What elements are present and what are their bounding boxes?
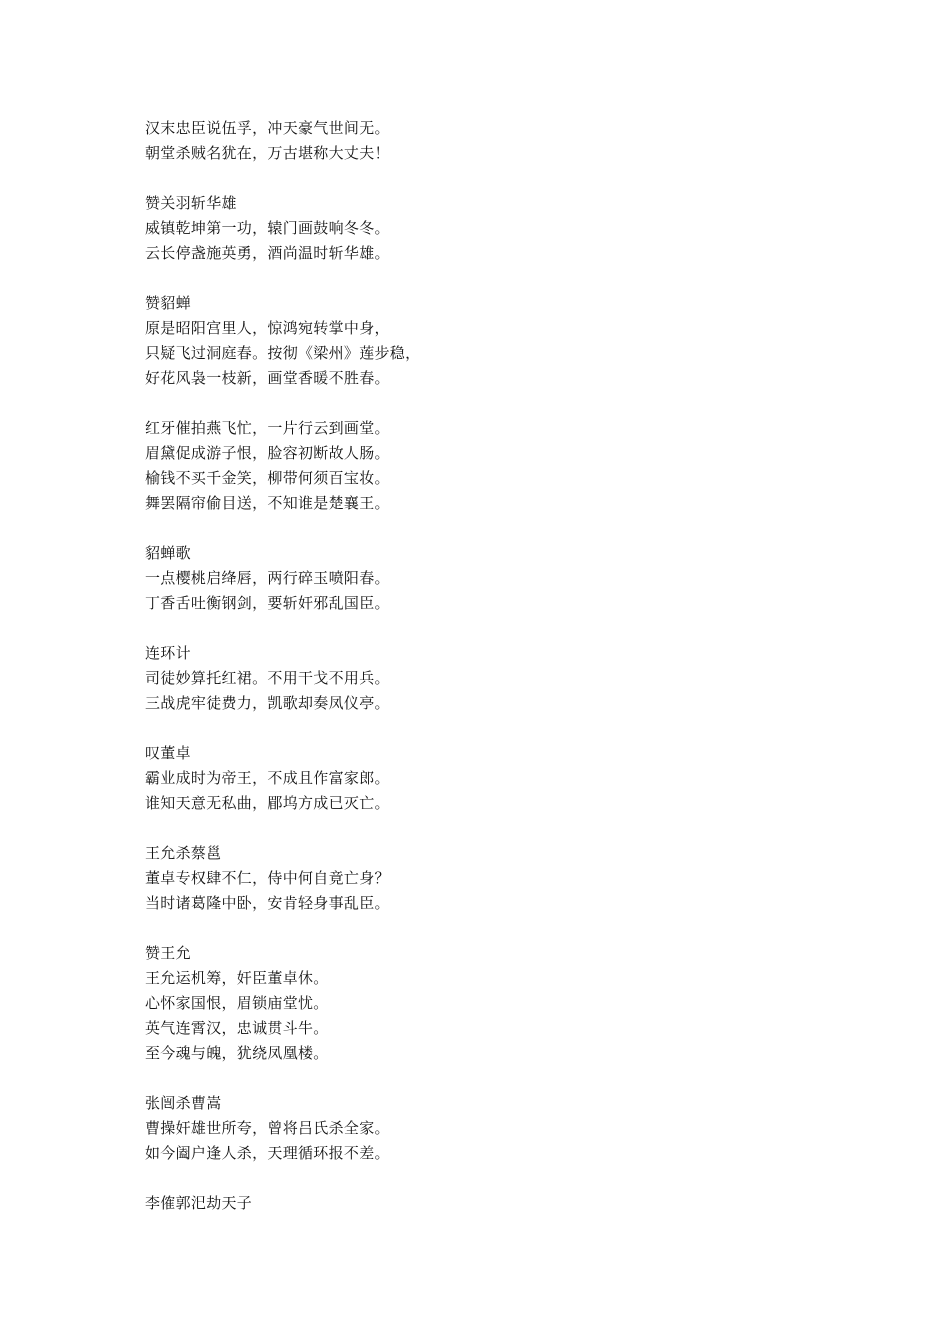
poem-line: 谁知天意无私曲，郿坞方成已灭亡。 bbox=[145, 794, 390, 812]
poem-line: 王允运机筹，奸臣董卓休。 bbox=[145, 969, 329, 987]
poem-title: 连环计 bbox=[145, 644, 191, 662]
poem-line: 当时诸葛隆中卧，安肯轻身事乱臣。 bbox=[145, 894, 390, 912]
section-gap bbox=[145, 616, 845, 641]
section-gap bbox=[145, 516, 845, 541]
document-page bbox=[145, 116, 845, 1216]
poem-title: 赞王允 bbox=[145, 944, 191, 962]
poem-line: 丁香舌吐衡钢剑，要斩奸邪乱国臣。 bbox=[145, 594, 390, 612]
poem-section bbox=[145, 116, 845, 166]
poem-line: 云长停盏施英勇，酒尚温时斩华雄。 bbox=[145, 244, 390, 262]
poem-title: 王允杀蔡邕 bbox=[145, 844, 222, 862]
section-gap bbox=[145, 1166, 845, 1191]
poem-line: 红牙催拍燕飞忙，一片行云到画堂。 bbox=[145, 419, 390, 437]
poem-section bbox=[145, 941, 845, 1066]
section-gap bbox=[145, 916, 845, 941]
poem-line: 汉末忠臣说伍孚，冲天豪气世间无。 bbox=[145, 119, 390, 137]
section-gap bbox=[145, 1066, 845, 1091]
section-gap bbox=[145, 716, 845, 741]
poem-section bbox=[145, 741, 845, 816]
poem-section bbox=[145, 1091, 845, 1166]
poem-line: 眉黛促成游子恨，脸容初断故人肠。 bbox=[145, 444, 390, 462]
poem-title: 叹董卓 bbox=[145, 744, 191, 762]
poem-section bbox=[145, 541, 845, 616]
poem-title: 赞关羽斩华雄 bbox=[145, 194, 237, 212]
poem-line: 好花风袅一枝新，画堂香暖不胜春。 bbox=[145, 369, 390, 387]
poem-section bbox=[145, 841, 845, 916]
poem-line: 英气连霄汉，忠诚贯斗牛。 bbox=[145, 1019, 329, 1037]
poem-section bbox=[145, 1191, 845, 1216]
poem-line: 榆钱不买千金笑，柳带何须百宝妆。 bbox=[145, 469, 390, 487]
poem-section bbox=[145, 641, 845, 716]
poem-title: 张闿杀曹嵩 bbox=[145, 1094, 222, 1112]
poem-line: 曹操奸雄世所夸，曾将吕氏杀全家。 bbox=[145, 1119, 390, 1137]
poem-line: 原是昭阳宫里人，惊鸿宛转掌中身， bbox=[145, 319, 390, 337]
poem-line: 只疑飞过洞庭春。按彻《梁州》莲步稳， bbox=[145, 344, 421, 362]
poem-line: 一点樱桃启绛唇，两行碎玉喷阳春。 bbox=[145, 569, 390, 587]
poem-line: 舞罢隔帘偷目送，不知谁是楚襄王。 bbox=[145, 494, 390, 512]
poem-line: 朝堂杀贼名犹在，万古堪称大丈夫！ bbox=[145, 144, 390, 162]
poem-line: 三战虎牢徒费力，凯歌却奏凤仪亭。 bbox=[145, 694, 390, 712]
poem-line: 心怀家国恨，眉锁庙堂忧。 bbox=[145, 994, 329, 1012]
poem-line: 董卓专权肆不仁，侍中何自竟亡身？ bbox=[145, 869, 390, 887]
poem-title: 李傕郭汜劫天子 bbox=[145, 1194, 253, 1212]
poem-section bbox=[145, 416, 845, 516]
poem-title: 赞貂蝉 bbox=[145, 294, 191, 312]
poem-title: 貂蝉歌 bbox=[145, 544, 191, 562]
poem-line: 如今阖户逢人杀，天理循环报不差。 bbox=[145, 1144, 390, 1162]
poem-line: 霸业成时为帝王，不成且作富家郎。 bbox=[145, 769, 390, 787]
poem-line: 威镇乾坤第一功，辕门画鼓响冬冬。 bbox=[145, 219, 390, 237]
section-gap bbox=[145, 391, 845, 416]
poem-line: 至今魂与魄，犹绕凤凰楼。 bbox=[145, 1044, 329, 1062]
section-gap bbox=[145, 166, 845, 191]
poem-section bbox=[145, 191, 845, 266]
poem-section bbox=[145, 291, 845, 391]
section-gap bbox=[145, 816, 845, 841]
section-gap bbox=[145, 266, 845, 291]
poem-line: 司徒妙算托红裙。不用干戈不用兵。 bbox=[145, 669, 390, 687]
